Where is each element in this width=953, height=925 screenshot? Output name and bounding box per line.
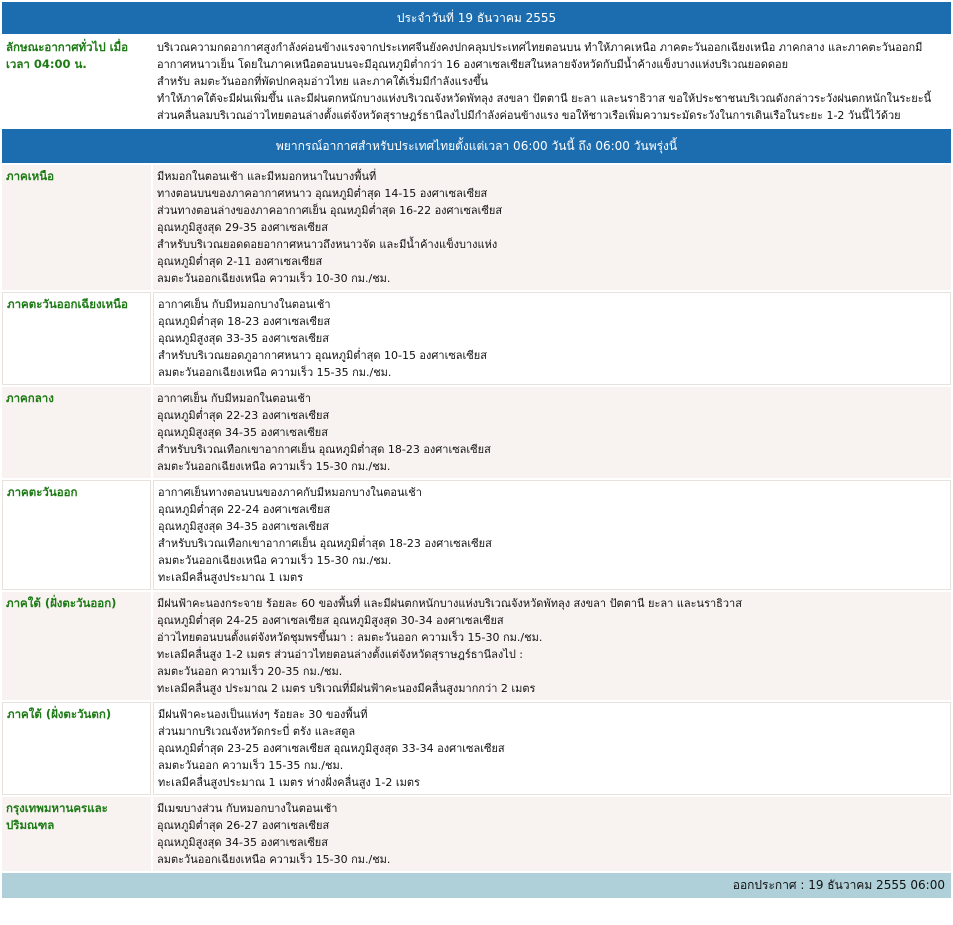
forecast-line: สำหรับบริเวณเทือกเขาอากาศเย็น อุณหภูมิต่ำสุด 18-23 องศาเซลเซียส: [157, 443, 491, 456]
general-text: [153, 36, 951, 127]
forecast-line: อุณหภูมิต่ำสุด 24-25 องศาเซลเซียส อุณหภูมิสูงสุด 30-34 องศาเซลเซียส: [157, 614, 504, 627]
forecast-line: อุณหภูมิต่ำสุด 22-23 องศาเซลเซียส: [157, 409, 330, 422]
region-name: ภาคเหนือ: [2, 165, 151, 290]
forecast-line: ลมตะวันออกเฉียงเหนือ ความเร็ว 15-30 กม./ชม.: [157, 460, 391, 473]
region-row: [2, 387, 951, 478]
forecast-line: มีฝนฟ้าคะนองเป็นแห่งๆ ร้อยละ 30 ของพื้นที่: [158, 708, 368, 721]
general-line: ส่วนคลื่นลมบริเวณอ่าวไทยตอนล่างตั้งแต่จังหวัดสุราษฎร์ธานีลงไปมีกำลังค่อนข้างแรง ขอให้ชาวเรือเพิ่มความระมัดระวังในการเดินเรือในระยะ 1-2 วันนี้ไว้ด้วย: [157, 109, 901, 122]
forecast-line: อุณหภูมิสูงสุด 29-35 องศาเซลเซียส: [157, 221, 328, 234]
forecast-line: อุณหภูมิสูงสุด 34-35 องศาเซลเซียส: [157, 426, 328, 439]
forecast-line: อุณหภูมิต่ำสุด 26-27 องศาเซลเซียส: [157, 819, 330, 832]
date-header: ประจำวันที่ 19 ธันวาคม 2555: [2, 2, 951, 34]
forecast-line: ลมตะวันออกเฉียงเหนือ ความเร็ว 15-35 กม./ชม.: [158, 366, 392, 379]
region-forecast: [153, 387, 951, 478]
forecast-line: อุณหภูมิต่ำสุด 23-25 องศาเซลเซียส อุณหภูมิสูงสุด 33-34 องศาเซลเซียส: [158, 742, 505, 755]
forecast-header: พยากรณ์อากาศสำหรับประเทศไทยตั้งแต่เวลา 06:00 วันนี้ ถึง 06:00 วันพรุ่งนี้: [2, 129, 951, 163]
forecast-line: ลมตะวันออก ความเร็ว 15-35 กม./ชม.: [158, 759, 344, 772]
forecast-line: ลมตะวันออกเฉียงเหนือ ความเร็ว 10-30 กม./ชม.: [157, 272, 391, 285]
forecast-line: อุณหภูมิสูงสุด 33-35 องศาเซลเซียส: [158, 332, 329, 345]
forecast-line: ทะเลมีคลื่นสูงประมาณ 1 เมตร: [158, 571, 304, 584]
region-name: ภาคตะวันออกเฉียงเหนือ: [2, 292, 151, 385]
general-row: [2, 36, 951, 127]
region-name: ภาคตะวันออก: [2, 480, 151, 590]
region-name: กรุงเทพมหานครและปริมณฑล: [2, 797, 151, 871]
forecast-line: สำหรับบริเวณยอดภูอากาศหนาว อุณหภูมิต่ำสุด 10-15 องศาเซลเซียส: [158, 349, 487, 362]
region-row: [2, 592, 951, 700]
region-row: [2, 480, 951, 590]
region-forecast: [153, 165, 951, 290]
general-line: ทำให้ภาคใต้จะมีฝนเพิ่มขึ้น และมีฝนตกหนักบางแห่งบริเวณจังหวัดพัทลุง สงขลา ปัตตานี ยะลา และนราธิวาส ขอให้ประชาชนบริเวณดังกล่าวระวังฝนตกหนักในระยะนี้: [157, 92, 932, 105]
general-label: ลักษณะอากาศทั่วไป เมื่อเวลา 04:00 น.: [2, 36, 151, 127]
general-line: สำหรับ ลมตะวันออกที่พัดปกคลุมอ่าวไทย และภาคใต้เริ่มมีกำลังแรงขึ้น: [157, 75, 489, 88]
region-row: [2, 292, 951, 385]
region-forecast: [153, 480, 951, 590]
forecast-line: ส่วนทางตอนล่างของภาคอากาศเย็น อุณหภูมิต่ำสุด 16-22 องศาเซลเซียส: [157, 204, 503, 217]
forecast-line: อุณหภูมิต่ำสุด 18-23 องศาเซลเซียส: [158, 315, 331, 328]
forecast-line: มีฝนฟ้าคะนองกระจาย ร้อยละ 60 ของพื้นที่ และมีฝนตกหนักบางแห่งบริเวณจังหวัดพัทลุง สงขลา ปัตตานี ยะลา และนราธิวาส: [157, 597, 742, 610]
forecast-line: ลมตะวันออกเฉียงเหนือ ความเร็ว 15-30 กม./ชม.: [157, 853, 391, 866]
forecast-line: ทะเลมีคลื่นสูง ประมาณ 2 เมตร บริเวณที่มีฝนฟ้าคะนองมีคลื่นสูงมากกว่า 2 เมตร: [157, 682, 536, 695]
forecast-line: อ่าวไทยตอนบนตั้งแต่จังหวัดชุมพรขึ้นมา : ลมตะวันออก ความเร็ว 15-30 กม./ชม.: [157, 631, 543, 644]
region-forecast: [153, 592, 951, 700]
forecast-line: ทะเลมีคลื่นสูง 1-2 เมตร ส่วนอ่าวไทยตอนล่างตั้งแต่จังหวัดสุราษฎร์ธานีลงไป :: [157, 648, 524, 661]
forecast-line: ลมตะวันออก ความเร็ว 20-35 กม./ชม.: [157, 665, 343, 678]
forecast-line: อากาศเย็น กับมีหมอกบางในตอนเช้า: [158, 298, 331, 311]
forecast-line: มีเมฆบางส่วน กับหมอกบางในตอนเช้า: [157, 802, 338, 815]
region-forecast: [153, 702, 951, 795]
forecast-line: สำหรับบริเวณเทือกเขาอากาศเย็น อุณหภูมิต่ำสุด 18-23 องศาเซลเซียส: [158, 537, 492, 550]
region-row: [2, 702, 951, 795]
region-forecast: [153, 292, 951, 385]
region-name: ภาคกลาง: [2, 387, 151, 478]
forecast-line: อุณหภูมิสูงสุด 34-35 องศาเซลเซียส: [157, 836, 328, 849]
forecast-line: อุณหภูมิต่ำสุด 2-11 องศาเซลเซียส: [157, 255, 323, 268]
forecast-line: ทางตอนบนของภาคอากาศหนาว อุณหภูมิต่ำสุด 14-15 องศาเซลเซียส: [157, 187, 488, 200]
region-name: ภาคใต้ (ฝั่งตะวันออก): [2, 592, 151, 700]
forecast-line: มีหมอกในตอนเช้า และมีหมอกหนาในบางพื้นที่: [157, 170, 377, 183]
forecast-line: อุณหภูมิต่ำสุด 22-24 องศาเซลเซียส: [158, 503, 331, 516]
region-forecast: [153, 797, 951, 871]
region-name: ภาคใต้ (ฝั่งตะวันตก): [2, 702, 151, 795]
forecast-line: สำหรับบริเวณยอดดอยอากาศหนาวถึงหนาวจัด และมีน้ำค้างแข็งบางแห่ง: [157, 238, 498, 251]
regions-list: [2, 165, 951, 871]
issued-footer: ออกประกาศ : 19 ธันวาคม 2555 06:00: [2, 873, 951, 898]
general-line: บริเวณความกดอากาศสูงกำลังค่อนข้างแรงจากประเทศจีนยังคงปกคลุมประเทศไทยตอนบน ทำให้ภาคเหนือ ภาคตะวันออกเฉียงเหนือ ภาคกลาง และภาคตะวันออกมีอากาศหนาวเย็น โดยในภาคเหนือตอนบนจะมีอุณหภูมิต่ำกว่า 16 องศาเซลเซียสในหลายจังหวัดกับมีน้ำค้างแข็งบางแห่งบริเวณยอดดอย: [157, 41, 923, 71]
region-row: [2, 165, 951, 290]
region-row: [2, 797, 951, 871]
forecast-line: ส่วนมากบริเวณจังหวัดกระบี่ ตรัง และสตูล: [158, 725, 356, 738]
forecast-line: ลมตะวันออกเฉียงเหนือ ความเร็ว 15-30 กม./ชม.: [158, 554, 392, 567]
forecast-line: ทะเลมีคลื่นสูงประมาณ 1 เมตร ห่างฝั่งคลื่นสูง 1-2 เมตร: [158, 776, 420, 789]
forecast-line: อากาศเย็น กับมีหมอกในตอนเช้า: [157, 392, 312, 405]
forecast-line: อุณหภูมิสูงสุด 34-35 องศาเซลเซียส: [158, 520, 329, 533]
forecast-line: อากาศเย็นทางตอนบนของภาคกับมีหมอกบางในตอนเช้า: [158, 486, 422, 499]
